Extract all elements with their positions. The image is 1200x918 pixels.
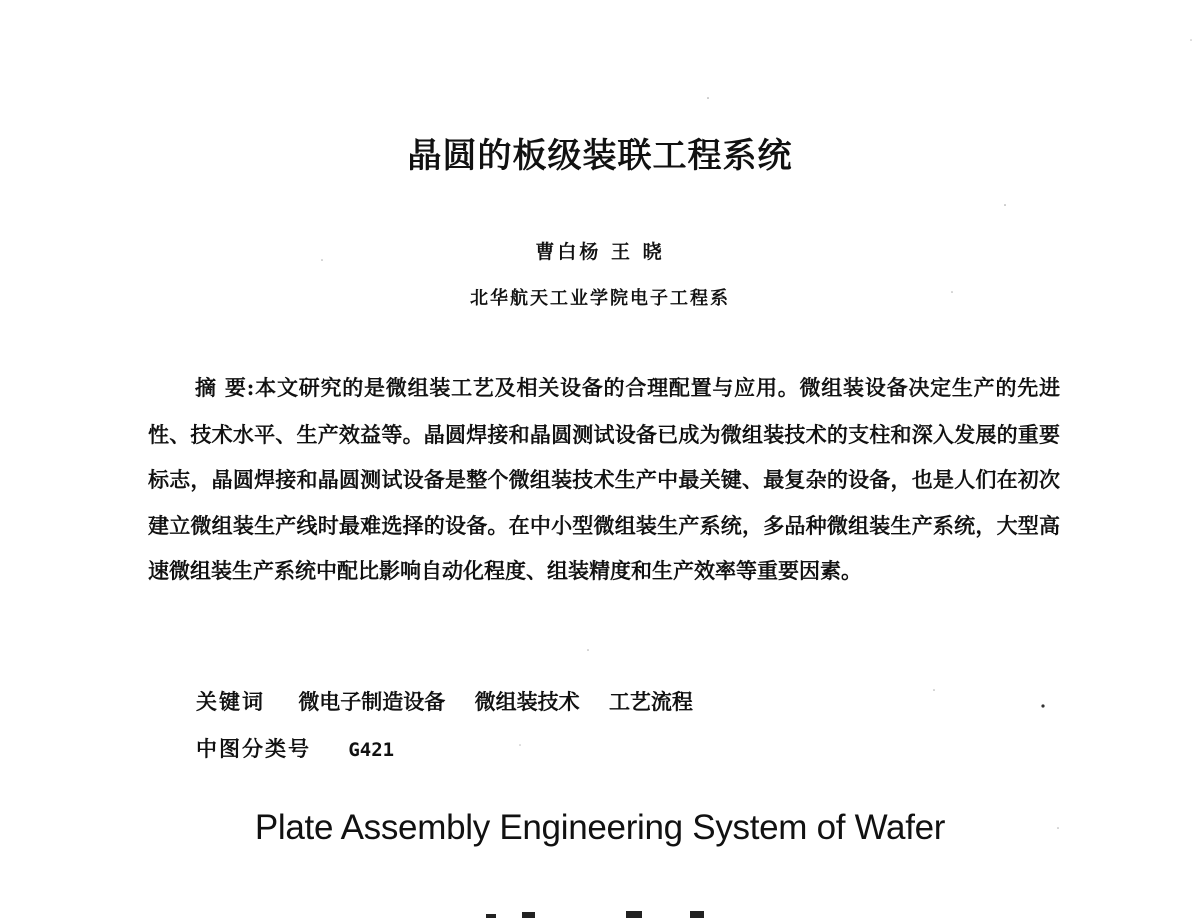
keyword-item: 工艺流程 <box>608 689 693 714</box>
abstract-text: :本文研究的是微组装工艺及相关设备的合理配置与应用。微组装设备决定生产的先进性、技术水平、生产效益等。晶圆焊接和晶圆测试设备已成为微组装技术的支柱和深入发展的重要标志，晶圆焊接和晶圆测试设备是整个微组装技术生产中最关键、最复杂的设备，也是人们在初次建立微组装生产线时最难选择的设备。在中小型微组装生产系统，多品种微组装生产系统，大型高速微组装生产系统中配比影响自动化程度、组装精度和生产效率等重要因素。 <box>148 375 1061 583</box>
classification-code: G421 <box>348 739 395 761</box>
keyword-item: 微组装技术 <box>474 689 580 714</box>
abstract-label: 摘 要 <box>195 376 247 400</box>
cropped-glyph-fragment <box>486 914 496 918</box>
paper-title-en: Plate Assembly Engineering System of Wafer <box>254 808 946 847</box>
paper-authors: 曹白杨 王 晓 <box>535 241 665 263</box>
paper-affiliation: 北华航天工业学院电子工程系 <box>470 288 730 309</box>
cropped-glyph-fragment <box>690 911 704 918</box>
cropped-glyph-fragment <box>626 911 642 918</box>
keywords-label: 关键词 <box>196 690 265 714</box>
keyword-item: 微电子制造设备 <box>298 689 446 714</box>
paper-title-cn: 晶圆的板级装联工程系统 <box>407 136 793 176</box>
cropped-glyph-fragment <box>522 912 535 918</box>
classification-label: 中图分类号 <box>196 737 311 761</box>
